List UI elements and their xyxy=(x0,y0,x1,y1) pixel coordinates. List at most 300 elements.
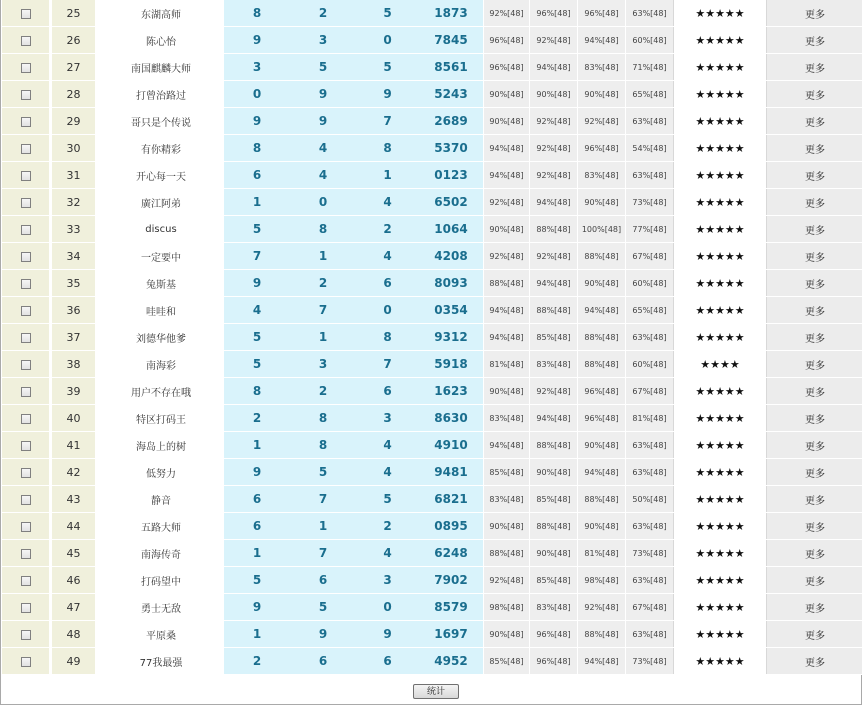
row-checkbox[interactable] xyxy=(21,9,31,19)
digit-1: 9 xyxy=(224,594,290,621)
row-number: 42 xyxy=(52,459,95,486)
digit-1: 3 xyxy=(224,54,290,81)
digit-3: 5 xyxy=(356,0,419,27)
rate-2: 90%[48] xyxy=(530,459,578,486)
rate-4: 65%[48] xyxy=(626,81,674,108)
row-checkbox[interactable] xyxy=(21,441,31,451)
row-checkbox[interactable] xyxy=(21,144,31,154)
rate-1: 90%[48] xyxy=(484,108,530,135)
star-rating: ★★★★★ xyxy=(674,648,767,675)
row-select-cell[interactable] xyxy=(2,432,49,459)
row-number: 25 xyxy=(52,0,95,27)
code-number: 0895 xyxy=(419,513,484,540)
rate-2: 83%[48] xyxy=(530,351,578,378)
digit-3: 2 xyxy=(356,513,419,540)
star-rating: ★★★★★ xyxy=(674,567,767,594)
user-name: 一定要中 xyxy=(98,243,224,270)
digit-2: 6 xyxy=(290,648,356,675)
rate-2: 92%[48] xyxy=(530,27,578,54)
digit-3: 4 xyxy=(356,540,419,567)
rate-3: 88%[48] xyxy=(578,324,626,351)
user-name: 海岛上的树 xyxy=(98,432,224,459)
row-select-cell[interactable] xyxy=(2,54,49,81)
more-link[interactable]: 更多 xyxy=(767,405,862,432)
digit-1: 6 xyxy=(224,486,290,513)
rate-3: 88%[48] xyxy=(578,621,626,648)
user-name: 兔斯基 xyxy=(98,270,224,297)
row-select-cell[interactable] xyxy=(2,621,49,648)
more-link[interactable]: 更多 xyxy=(767,189,862,216)
digit-2: 5 xyxy=(290,54,356,81)
user-name: discus xyxy=(98,216,224,243)
row-select-cell[interactable] xyxy=(2,567,49,594)
rate-2: 88%[48] xyxy=(530,513,578,540)
rate-1: 94%[48] xyxy=(484,324,530,351)
rate-3: 96%[48] xyxy=(578,0,626,27)
row-number: 47 xyxy=(52,594,95,621)
table-row xyxy=(2,513,862,540)
row-number: 39 xyxy=(52,378,95,405)
rate-2: 85%[48] xyxy=(530,567,578,594)
rate-4: 63%[48] xyxy=(626,162,674,189)
code-number: 2689 xyxy=(419,108,484,135)
digit-3: 0 xyxy=(356,27,419,54)
table-row xyxy=(2,135,862,162)
rate-4: 73%[48] xyxy=(626,189,674,216)
star-rating: ★★★★★ xyxy=(674,270,767,297)
rate-4: 73%[48] xyxy=(626,648,674,675)
digit-1: 7 xyxy=(224,243,290,270)
rate-4: 60%[48] xyxy=(626,270,674,297)
digit-1: 5 xyxy=(224,351,290,378)
rate-4: 73%[48] xyxy=(626,540,674,567)
star-rating: ★★★★ xyxy=(674,351,767,378)
row-checkbox[interactable] xyxy=(21,522,31,532)
rate-1: 88%[48] xyxy=(484,270,530,297)
row-checkbox[interactable] xyxy=(21,90,31,100)
code-number: 1873 xyxy=(419,0,484,27)
user-name: 静音 xyxy=(98,486,224,513)
code-number: 5370 xyxy=(419,135,484,162)
digit-3: 5 xyxy=(356,54,419,81)
user-name: 南海彩 xyxy=(98,351,224,378)
row-select-cell[interactable] xyxy=(2,243,49,270)
digit-3: 2 xyxy=(356,216,419,243)
table-row xyxy=(2,459,862,486)
rate-1: 94%[48] xyxy=(484,162,530,189)
row-checkbox[interactable] xyxy=(21,576,31,586)
rate-4: 77%[48] xyxy=(626,216,674,243)
digit-2: 7 xyxy=(290,297,356,324)
row-select-cell[interactable] xyxy=(2,486,49,513)
rate-2: 92%[48] xyxy=(530,135,578,162)
digit-1: 8 xyxy=(224,135,290,162)
rate-4: 60%[48] xyxy=(626,351,674,378)
more-link[interactable]: 更多 xyxy=(767,324,862,351)
star-rating: ★★★★★ xyxy=(674,378,767,405)
rate-3: 94%[48] xyxy=(578,27,626,54)
user-name: 勇士无敌 xyxy=(98,594,224,621)
user-name: 刘德华他爹 xyxy=(98,324,224,351)
user-name: 哇哇和 xyxy=(98,297,224,324)
row-checkbox[interactable] xyxy=(21,171,31,181)
rate-1: 94%[48] xyxy=(484,297,530,324)
table-row xyxy=(2,81,862,108)
row-select-cell[interactable] xyxy=(2,513,49,540)
rate-1: 96%[48] xyxy=(484,27,530,54)
user-name: 廣江阿弟 xyxy=(98,189,224,216)
rate-2: 85%[48] xyxy=(530,324,578,351)
row-number: 28 xyxy=(52,81,95,108)
code-number: 9481 xyxy=(419,459,484,486)
row-number: 43 xyxy=(52,486,95,513)
rate-4: 67%[48] xyxy=(626,378,674,405)
digit-1: 1 xyxy=(224,432,290,459)
more-link[interactable]: 更多 xyxy=(767,540,862,567)
user-name: 低努力 xyxy=(98,459,224,486)
row-checkbox[interactable] xyxy=(21,657,31,667)
rate-1: 94%[48] xyxy=(484,135,530,162)
digit-3: 9 xyxy=(356,81,419,108)
rate-3: 83%[48] xyxy=(578,162,626,189)
rate-4: 63%[48] xyxy=(626,108,674,135)
table-row xyxy=(2,27,862,54)
digit-2: 2 xyxy=(290,0,356,27)
row-checkbox[interactable] xyxy=(21,360,31,370)
star-rating: ★★★★★ xyxy=(674,621,767,648)
table-row xyxy=(2,621,862,648)
row-select-cell[interactable] xyxy=(2,459,49,486)
digit-1: 4 xyxy=(224,297,290,324)
rate-4: 60%[48] xyxy=(626,27,674,54)
row-number: 36 xyxy=(52,297,95,324)
row-checkbox[interactable] xyxy=(21,279,31,289)
more-link[interactable]: 更多 xyxy=(767,54,862,81)
user-name: 南海传奇 xyxy=(98,540,224,567)
more-link[interactable]: 更多 xyxy=(767,162,862,189)
user-name: 五路大师 xyxy=(98,513,224,540)
row-number: 31 xyxy=(52,162,95,189)
digit-1: 8 xyxy=(224,0,290,27)
table-row xyxy=(2,378,862,405)
table-row xyxy=(2,243,862,270)
more-link[interactable]: 更多 xyxy=(767,567,862,594)
user-name: 特区打码王 xyxy=(98,405,224,432)
row-number: 34 xyxy=(52,243,95,270)
star-rating: ★★★★★ xyxy=(674,108,767,135)
rate-2: 85%[48] xyxy=(530,486,578,513)
star-rating: ★★★★★ xyxy=(674,513,767,540)
row-select-cell[interactable] xyxy=(2,216,49,243)
digit-2: 1 xyxy=(290,243,356,270)
rate-3: 88%[48] xyxy=(578,351,626,378)
digit-1: 2 xyxy=(224,648,290,675)
star-rating: ★★★★★ xyxy=(674,27,767,54)
table-row xyxy=(2,540,862,567)
code-number: 6248 xyxy=(419,540,484,567)
row-checkbox[interactable] xyxy=(21,414,31,424)
code-number: 6821 xyxy=(419,486,484,513)
code-number: 6502 xyxy=(419,189,484,216)
table-row xyxy=(2,567,862,594)
digit-1: 9 xyxy=(224,27,290,54)
digit-1: 2 xyxy=(224,405,290,432)
more-link[interactable]: 更多 xyxy=(767,108,862,135)
row-checkbox[interactable] xyxy=(21,333,31,343)
rate-1: 94%[48] xyxy=(484,432,530,459)
rate-3: 88%[48] xyxy=(578,486,626,513)
more-link[interactable]: 更多 xyxy=(767,648,862,675)
row-number: 44 xyxy=(52,513,95,540)
digit-2: 3 xyxy=(290,351,356,378)
rate-2: 92%[48] xyxy=(530,378,578,405)
row-select-cell[interactable] xyxy=(2,324,49,351)
more-link[interactable]: 更多 xyxy=(767,459,862,486)
code-number: 4952 xyxy=(419,648,484,675)
row-checkbox[interactable] xyxy=(21,225,31,235)
digit-2: 2 xyxy=(290,270,356,297)
rate-1: 83%[48] xyxy=(484,405,530,432)
star-rating: ★★★★★ xyxy=(674,243,767,270)
row-checkbox[interactable] xyxy=(21,117,31,127)
rate-3: 96%[48] xyxy=(578,378,626,405)
rate-3: 92%[48] xyxy=(578,594,626,621)
digit-2: 7 xyxy=(290,540,356,567)
row-select-cell[interactable] xyxy=(2,189,49,216)
row-select-cell[interactable] xyxy=(2,297,49,324)
rate-3: 81%[48] xyxy=(578,540,626,567)
star-rating: ★★★★★ xyxy=(674,405,767,432)
star-rating: ★★★★★ xyxy=(674,81,767,108)
rate-2: 92%[48] xyxy=(530,108,578,135)
user-name: 平原桑 xyxy=(98,621,224,648)
row-select-cell[interactable] xyxy=(2,648,49,675)
digit-1: 9 xyxy=(224,270,290,297)
more-link[interactable]: 更多 xyxy=(767,432,862,459)
digit-1: 0 xyxy=(224,81,290,108)
row-number: 45 xyxy=(52,540,95,567)
digit-2: 8 xyxy=(290,405,356,432)
row-select-cell[interactable] xyxy=(2,162,49,189)
more-link[interactable]: 更多 xyxy=(767,594,862,621)
digit-2: 2 xyxy=(290,378,356,405)
more-link[interactable]: 更多 xyxy=(767,513,862,540)
row-number: 37 xyxy=(52,324,95,351)
star-rating: ★★★★★ xyxy=(674,297,767,324)
row-checkbox[interactable] xyxy=(21,36,31,46)
row-checkbox[interactable] xyxy=(21,63,31,73)
digit-3: 4 xyxy=(356,189,419,216)
digit-1: 1 xyxy=(224,621,290,648)
code-number: 1697 xyxy=(419,621,484,648)
rate-1: 85%[48] xyxy=(484,648,530,675)
rate-2: 92%[48] xyxy=(530,243,578,270)
code-number: 7902 xyxy=(419,567,484,594)
table-row xyxy=(2,189,862,216)
more-link[interactable]: 更多 xyxy=(767,216,862,243)
user-name: 打码望中 xyxy=(98,567,224,594)
table-row xyxy=(2,432,862,459)
digit-3: 0 xyxy=(356,297,419,324)
more-link[interactable]: 更多 xyxy=(767,81,862,108)
table-footer xyxy=(1,680,861,704)
row-checkbox[interactable] xyxy=(21,468,31,478)
star-rating: ★★★★★ xyxy=(674,216,767,243)
table-row xyxy=(2,0,862,27)
rate-2: 83%[48] xyxy=(530,594,578,621)
star-rating: ★★★★★ xyxy=(674,540,767,567)
rate-2: 96%[48] xyxy=(530,648,578,675)
digit-2: 0 xyxy=(290,189,356,216)
digit-3: 0 xyxy=(356,594,419,621)
row-number: 30 xyxy=(52,135,95,162)
rate-3: 83%[48] xyxy=(578,54,626,81)
row-checkbox[interactable] xyxy=(21,306,31,316)
row-select-cell[interactable] xyxy=(2,405,49,432)
table-row xyxy=(2,297,862,324)
table-row xyxy=(2,405,862,432)
rate-4: 63%[48] xyxy=(626,513,674,540)
more-link[interactable]: 更多 xyxy=(767,378,862,405)
table-row xyxy=(2,162,862,189)
row-select-cell[interactable] xyxy=(2,0,49,27)
more-link[interactable]: 更多 xyxy=(767,297,862,324)
rate-1: 96%[48] xyxy=(484,54,530,81)
more-link[interactable]: 更多 xyxy=(767,0,862,27)
row-checkbox[interactable] xyxy=(21,630,31,640)
rate-3: 90%[48] xyxy=(578,432,626,459)
row-checkbox[interactable] xyxy=(21,198,31,208)
rate-1: 90%[48] xyxy=(484,216,530,243)
row-select-cell[interactable] xyxy=(2,27,49,54)
rate-3: 94%[48] xyxy=(578,459,626,486)
more-link[interactable]: 更多 xyxy=(767,486,862,513)
digit-1: 9 xyxy=(224,459,290,486)
code-number: 1623 xyxy=(419,378,484,405)
code-number: 0123 xyxy=(419,162,484,189)
rate-3: 100%[48] xyxy=(578,216,626,243)
rate-4: 67%[48] xyxy=(626,594,674,621)
stats-button[interactable]: 统计 xyxy=(413,684,459,699)
row-select-cell[interactable] xyxy=(2,108,49,135)
digit-2: 5 xyxy=(290,594,356,621)
digit-3: 7 xyxy=(356,351,419,378)
rate-3: 92%[48] xyxy=(578,108,626,135)
code-number: 8561 xyxy=(419,54,484,81)
rate-3: 90%[48] xyxy=(578,81,626,108)
star-rating: ★★★★★ xyxy=(674,459,767,486)
table-row xyxy=(2,270,862,297)
digit-3: 6 xyxy=(356,648,419,675)
table-row xyxy=(2,108,862,135)
table-row xyxy=(2,54,862,81)
row-select-cell[interactable] xyxy=(2,594,49,621)
more-link[interactable]: 更多 xyxy=(767,621,862,648)
digit-3: 9 xyxy=(356,621,419,648)
row-select-cell[interactable] xyxy=(2,540,49,567)
digit-1: 6 xyxy=(224,513,290,540)
rate-1: 83%[48] xyxy=(484,486,530,513)
table-body xyxy=(2,0,862,675)
row-checkbox[interactable] xyxy=(21,549,31,559)
user-name: 有你精彩 xyxy=(98,135,224,162)
row-number: 35 xyxy=(52,270,95,297)
user-name: 77我最强 xyxy=(98,648,224,675)
code-number: 9312 xyxy=(419,324,484,351)
rate-3: 88%[48] xyxy=(578,243,626,270)
rate-4: 63%[48] xyxy=(626,324,674,351)
star-rating: ★★★★★ xyxy=(674,324,767,351)
user-name: 陈心怡 xyxy=(98,27,224,54)
row-checkbox[interactable] xyxy=(21,495,31,505)
rate-4: 67%[48] xyxy=(626,243,674,270)
rate-1: 90%[48] xyxy=(484,378,530,405)
star-rating: ★★★★★ xyxy=(674,594,767,621)
rate-3: 94%[48] xyxy=(578,297,626,324)
rate-1: 92%[48] xyxy=(484,0,530,27)
row-checkbox[interactable] xyxy=(21,603,31,613)
rate-4: 63%[48] xyxy=(626,567,674,594)
row-select-cell[interactable] xyxy=(2,351,49,378)
user-name: 东湖高师 xyxy=(98,0,224,27)
rate-1: 81%[48] xyxy=(484,351,530,378)
digit-2: 4 xyxy=(290,135,356,162)
row-number: 32 xyxy=(52,189,95,216)
row-select-cell[interactable] xyxy=(2,378,49,405)
rate-3: 96%[48] xyxy=(578,135,626,162)
table-row xyxy=(2,648,862,675)
rate-2: 94%[48] xyxy=(530,189,578,216)
row-select-cell[interactable] xyxy=(2,270,49,297)
more-link[interactable]: 更多 xyxy=(767,351,862,378)
row-select-cell[interactable] xyxy=(2,81,49,108)
rate-1: 92%[48] xyxy=(484,243,530,270)
user-name: 南国麒麟大师 xyxy=(98,54,224,81)
row-number: 46 xyxy=(52,567,95,594)
digit-2: 9 xyxy=(290,621,356,648)
code-number: 1064 xyxy=(419,216,484,243)
digit-1: 5 xyxy=(224,567,290,594)
rate-4: 63%[48] xyxy=(626,0,674,27)
row-number: 48 xyxy=(52,621,95,648)
more-link[interactable]: 更多 xyxy=(767,243,862,270)
code-number: 4910 xyxy=(419,432,484,459)
rate-2: 88%[48] xyxy=(530,432,578,459)
digit-2: 9 xyxy=(290,81,356,108)
more-link[interactable]: 更多 xyxy=(767,270,862,297)
row-checkbox[interactable] xyxy=(21,387,31,397)
row-number: 26 xyxy=(52,27,95,54)
rate-4: 50%[48] xyxy=(626,486,674,513)
code-number: 5918 xyxy=(419,351,484,378)
rate-4: 54%[48] xyxy=(626,135,674,162)
more-link[interactable]: 更多 xyxy=(767,27,862,54)
table-row xyxy=(2,594,862,621)
digit-2: 7 xyxy=(290,486,356,513)
row-checkbox[interactable] xyxy=(21,252,31,262)
rate-4: 81%[48] xyxy=(626,405,674,432)
row-select-cell[interactable] xyxy=(2,135,49,162)
digit-3: 1 xyxy=(356,162,419,189)
digit-1: 9 xyxy=(224,108,290,135)
code-number: 4208 xyxy=(419,243,484,270)
digit-2: 8 xyxy=(290,216,356,243)
rate-3: 98%[48] xyxy=(578,567,626,594)
user-name: 打曾治路过 xyxy=(98,81,224,108)
digit-3: 8 xyxy=(356,135,419,162)
rate-2: 96%[48] xyxy=(530,0,578,27)
more-link[interactable]: 更多 xyxy=(767,135,862,162)
